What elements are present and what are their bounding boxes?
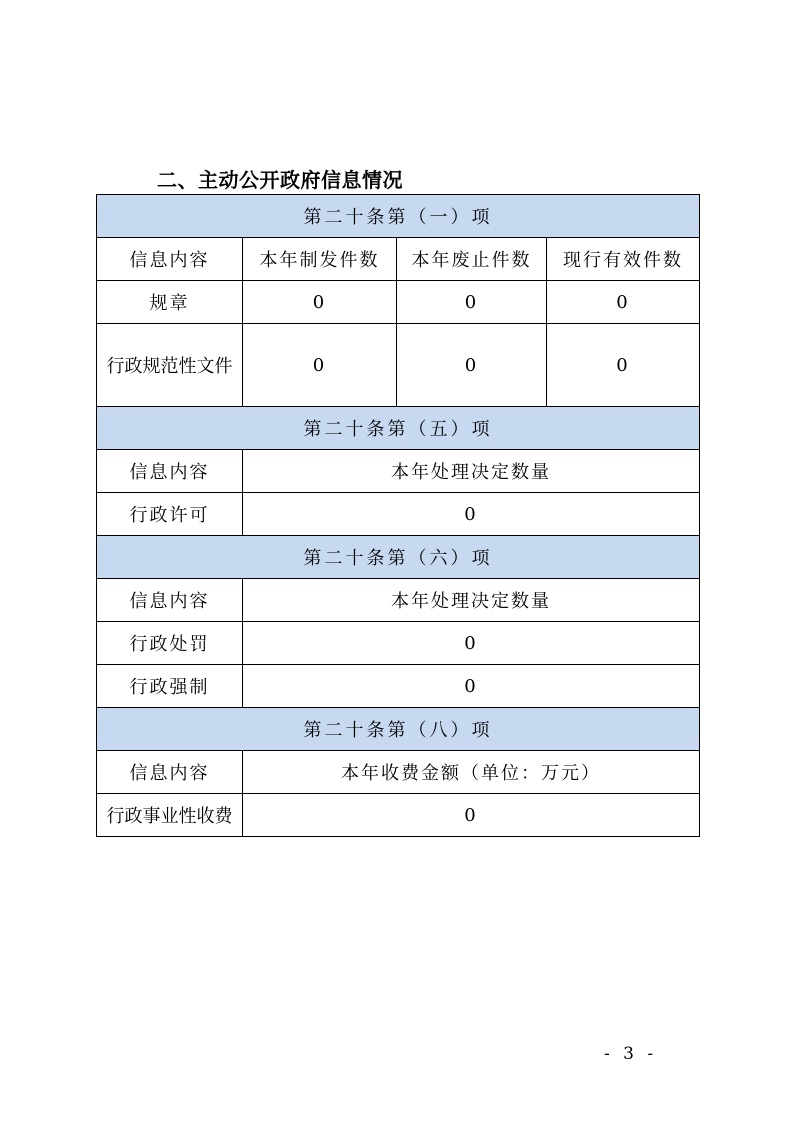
- table-row: [97, 324, 700, 407]
- table-row: [97, 281, 700, 324]
- column-header: 信息内容: [97, 751, 243, 794]
- cell-value: 0: [547, 281, 700, 324]
- column-header: 本年处理决定数量: [243, 450, 700, 493]
- column-header: 信息内容: [97, 450, 243, 493]
- table-row: [97, 665, 700, 708]
- row-label: 行政许可: [97, 493, 243, 536]
- section-header-row: [97, 536, 700, 579]
- row-label: 行政处罚: [97, 622, 243, 665]
- section-title: 第二十条第（六）项: [97, 536, 700, 579]
- page-number: - 3 -: [604, 1044, 658, 1064]
- column-header-row: [97, 450, 700, 493]
- column-header: 本年处理决定数量: [243, 579, 700, 622]
- cell-value: 0: [243, 493, 700, 536]
- row-label: 行政事业性收费: [97, 794, 243, 837]
- cell-value: 0: [243, 665, 700, 708]
- column-header: 现行有效件数: [547, 238, 700, 281]
- section-title: 第二十条第（一）项: [97, 195, 700, 238]
- cell-value: 0: [547, 324, 700, 407]
- section-title: 第二十条第（五）项: [97, 407, 700, 450]
- cell-value: 0: [243, 622, 700, 665]
- table-row: [97, 493, 700, 536]
- row-label: 规章: [97, 281, 243, 324]
- column-header-row: [97, 238, 700, 281]
- section-header-row: [97, 195, 700, 238]
- column-header: 本年收费金额（单位：万元）: [243, 751, 700, 794]
- column-header-row: [97, 579, 700, 622]
- cell-value: 0: [243, 794, 700, 837]
- column-header: 信息内容: [97, 238, 243, 281]
- section-header-row: [97, 708, 700, 751]
- column-header: 信息内容: [97, 579, 243, 622]
- section-heading: 二、主动公开政府信息情况: [157, 168, 403, 192]
- cell-value: 0: [397, 324, 547, 407]
- info-disclosure-table: [96, 194, 700, 837]
- column-header: 本年制发件数: [243, 238, 397, 281]
- cell-value: 0: [243, 281, 397, 324]
- column-header-row: [97, 751, 700, 794]
- section-title: 第二十条第（八）项: [97, 708, 700, 751]
- table-row: [97, 622, 700, 665]
- row-label: 行政强制: [97, 665, 243, 708]
- section-header-row: [97, 407, 700, 450]
- cell-value: 0: [243, 324, 397, 407]
- column-header: 本年废止件数: [397, 238, 547, 281]
- cell-value: 0: [397, 281, 547, 324]
- row-label: 行政规范性文件: [97, 324, 243, 407]
- table-row: [97, 794, 700, 837]
